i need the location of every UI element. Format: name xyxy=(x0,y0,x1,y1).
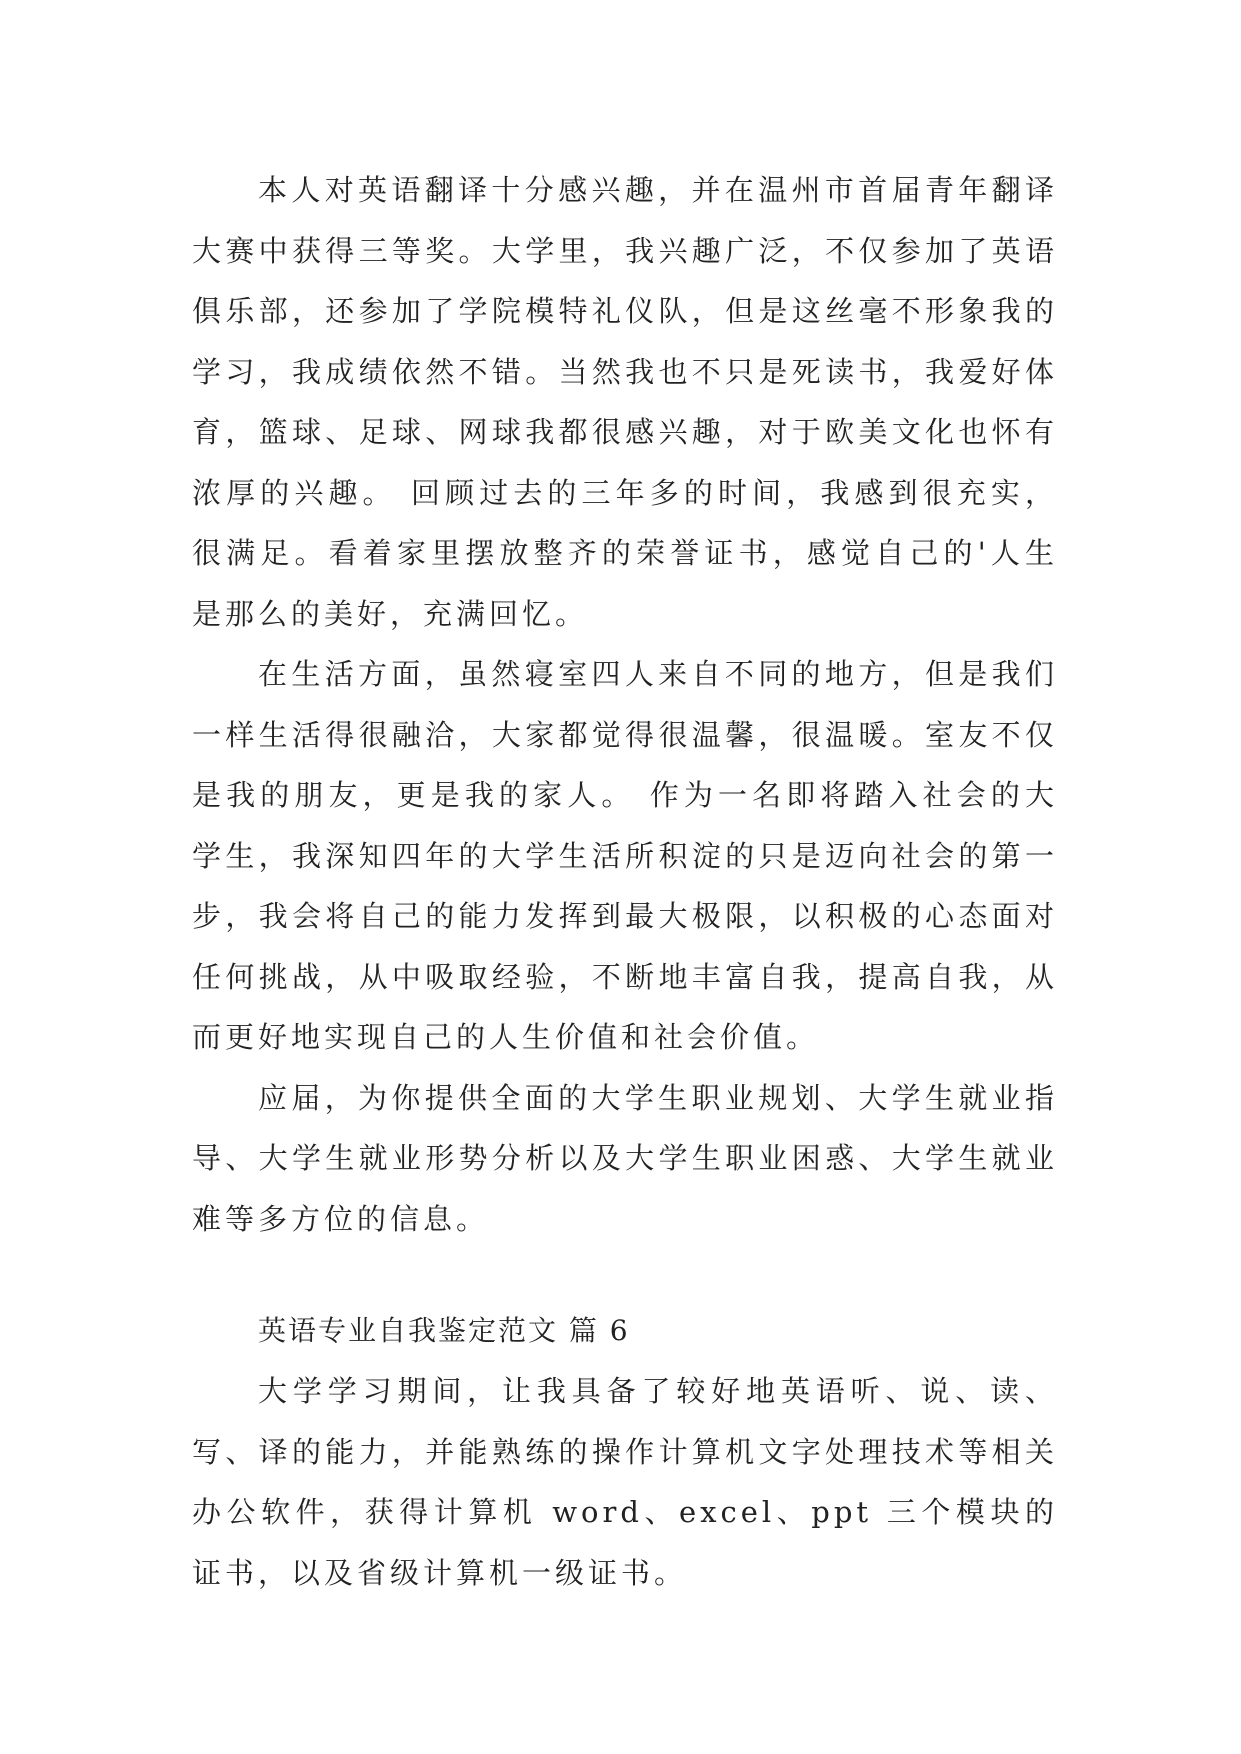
document-body xyxy=(192,160,1058,1603)
paragraph-career-info: 应届，为你提供全面的大学生职业规划、大学生就业指导、大学生就业形势分析以及大学生职业困惑、大学生就业难等多方位的信息。 xyxy=(192,1080,1058,1236)
section-heading: 英语专业自我鉴定范文 篇 6 xyxy=(258,1314,630,1347)
paragraph-study-skills: 大学学习期间，让我具备了较好地英语听、说、读、写、译的能力，并能熟练的操作计算机文字处理技术等相关办公软件，获得计算机 word、excel、ppt 三个模块的证书，以及省级计算机一级证书。 xyxy=(192,1374,1058,1590)
paragraph-life: 在生活方面，虽然寝室四人来自不同的地方，但是我们一样生活得很融洽，大家都觉得很温馨，很温暖。室友不仅是我的朋友，更是我的家人。 作为一名即将踏入社会的大学生，我深知四年的大学生活所积淀的只是迈向社会的第一步，我会将自己的能力发挥到最大极限，以积极的心态面对任何挑战，从中吸取经验，不断地丰富自我，提高自我，从而更好地实现自己的人生价值和社会价值。 xyxy=(192,657,1058,1054)
paragraph-interests: 本人对英语翻译十分感兴趣，并在温州市首届青年翻译大赛中获得三等奖。大学里，我兴趣广泛，不仅参加了英语俱乐部，还参加了学院模特礼仪队，但是这丝毫不形象我的学习，我成绩依然不错。当然我也不只是死读书，我爱好体育，篮球、足球、网球我都很感兴趣，对于欧美文化也怀有浓厚的兴趣。 回顾过去的三年多的时间，我感到很充实，很满足。看着家里摆放整齐的荣誉证书，感觉自己的'人生是那么的美好，充满回忆。 xyxy=(192,173,1058,631)
